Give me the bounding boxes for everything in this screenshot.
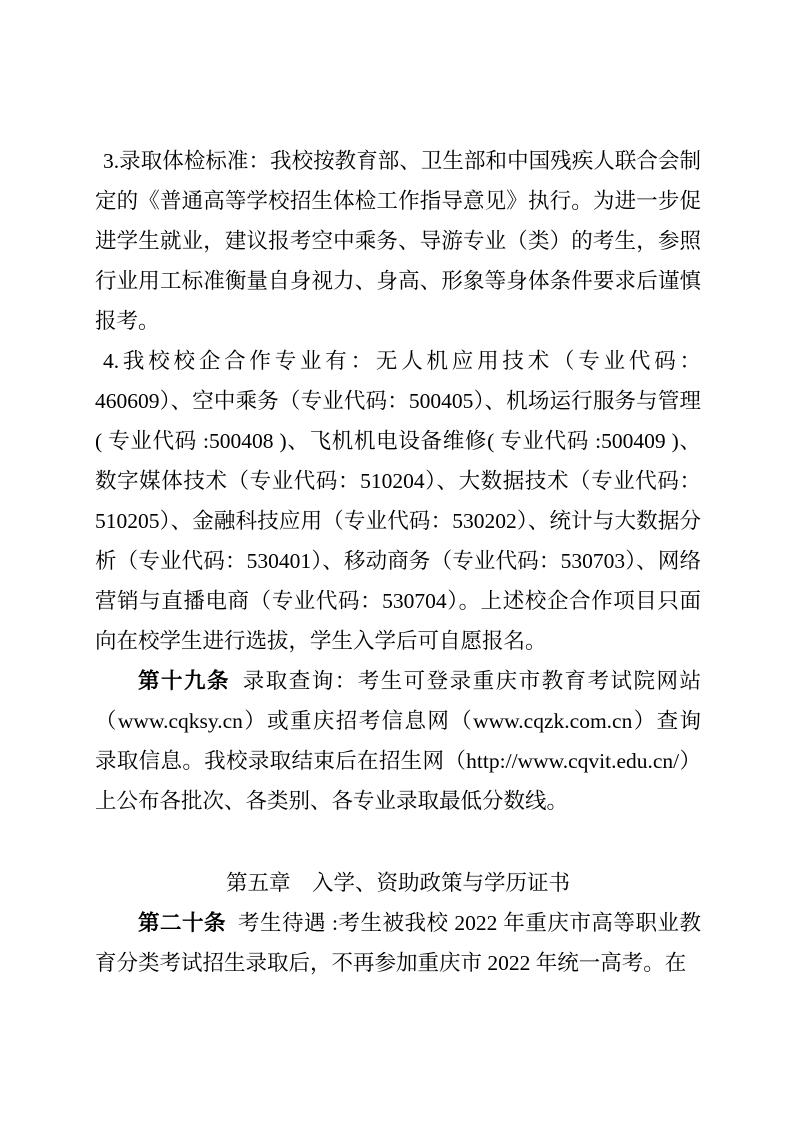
para-item-4-school-enterprise-majors	[95, 341, 701, 661]
para-article-19-admission-inquiry	[95, 661, 701, 821]
article-number-bold: 第十九条	[138, 669, 230, 693]
text-segment: 录取查询：考生可登录重庆市教育考试院网站（www.cqksy.cn）或重庆招考信息网（www.cqzk.com.cn）查询录取信息。我校录取结束后在招生网（http://www.cqvit.edu.cn/）上公布各批次、各类别、各专业录取最低分数线。	[95, 669, 701, 813]
text-segment: 4.我校校企合作专业有：无人机应用技术（专业代码：460609）、空中乘务（专业代码：500405）、机场运行服务与管理( 专业代码 :500408 )、飞机机电设备维修( 专业代码 :500409 )、数字媒体技术（专业代码：510204）、大数据技术（专业代码：510205）、金融科技应用（专业代码：530202）、统计与大数据分析（专业代码：530401）、移动商务（专业代码：530703）、网络营销与直播电商（专业代码：530704）。上述校企合作项目只面向在校学生进行选拔，学生入学后可自愿报名。	[95, 349, 701, 653]
article-number-bold: 第二十条	[138, 911, 227, 935]
text-segment: 3.录取体检标准：我校按教育部、卫生部和中国残疾人联合会制定的《普通高等学校招生体检工作指导意见》执行。为进一步促进学生就业，建议报考空中乘务、导游专业（类）的考生，参照行业用工标准衡量自身视力、身高、形象等身体条件要求后谨慎报考。	[95, 149, 701, 333]
para-article-20-candidate-treatment	[95, 903, 701, 983]
document-body	[95, 141, 701, 983]
text-segment: 考生待遇 :考生被我校 2022 年重庆市高等职业教育分类考试招生录取后，不再参加重庆市 2022 年统一高考。在	[95, 911, 701, 975]
text-segment: 第五章 入学、资助政策与学历证书	[225, 871, 570, 895]
para-item-3-physical-exam-standard	[95, 141, 701, 341]
chapter-5-heading	[95, 863, 701, 903]
